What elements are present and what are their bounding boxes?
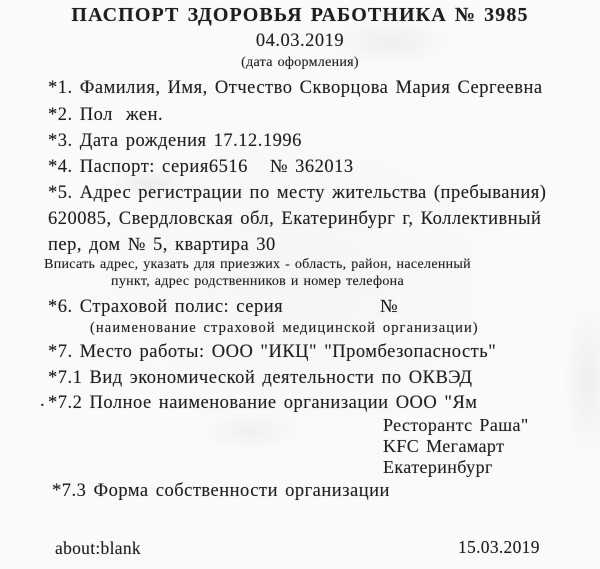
field-insurance-policy-label: *6. Страховой полис: серия: [48, 297, 284, 317]
field-ownership-form-label: *7.3 Форма собственности организации: [52, 481, 390, 501]
field-birth-date-value: 17.12.1996: [213, 131, 302, 151]
stray-mark: .: [40, 391, 46, 411]
field-sex-label: *2. Пол: [48, 105, 113, 125]
field-birth-date-label: *3. Дата рождения: [48, 131, 207, 151]
field-sex: [48, 105, 590, 126]
field-address-value-line1: 620085, Свердловская обл, Екатеринбург г, Коллективный: [48, 209, 542, 229]
insurance-org-caption: (наименование страховой медицинской организации): [90, 320, 479, 336]
field-insurance-policy-number-sign: №: [380, 297, 399, 317]
field-org-name-value-line2: Ресторантс Раша": [383, 415, 529, 435]
field-passport-label: *4. Паспорт: серия: [48, 157, 209, 177]
issue-date-caption: (дата оформления): [241, 55, 359, 70]
field-passport-number: № 362013: [269, 157, 354, 177]
field-full-name: [48, 78, 590, 99]
issue-date: 04.03.2019: [255, 31, 345, 51]
field-passport-series: 6516: [208, 157, 248, 177]
address-note-line1: Вписать адрес, указать для приезжих - область, район, населенный: [44, 257, 471, 272]
field-org-name-value-line4: Екатеринбург: [383, 457, 493, 477]
field-workplace-label: *7. Место работы:: [48, 342, 205, 362]
print-footer-date: 15.03.2019: [458, 537, 540, 557]
field-org-name: [48, 393, 590, 414]
field-workplace-value: ООО "ИКЦ" "Промбезопасность": [211, 342, 497, 362]
field-birth-date: [48, 131, 590, 152]
field-passport: [48, 157, 590, 178]
field-workplace: [48, 342, 590, 363]
print-footer-url: about:blank: [55, 538, 141, 558]
field-okved-label: *7.1 Вид экономической деятельности по ОКВЭД: [48, 368, 473, 388]
document-title: ПАСПОРТ ЗДОРОВЬЯ РАБОТНИКА № 3985: [71, 4, 529, 26]
field-full-name-value: Скворцова Мария Сергеевна: [299, 78, 543, 98]
field-org-name-value-line3: KFC Мегамарт: [383, 436, 505, 456]
address-note-line2: пункт, адрес родственников и номер телефона: [111, 274, 404, 289]
field-org-name-value-line1: ООО "Ям: [395, 393, 478, 413]
field-address-label: *5. Адрес регистрации по месту жительства (пребывания): [48, 183, 547, 203]
field-address-value-line2: пер, дом № 5, квартира 30: [48, 235, 276, 255]
field-org-name-label: *7.2 Полное наименование организации: [48, 393, 389, 413]
field-sex-value: жен.: [125, 105, 164, 125]
field-insurance-policy: [48, 297, 590, 318]
field-full-name-label: *1. Фамилия, Имя, Отчество: [48, 78, 293, 98]
